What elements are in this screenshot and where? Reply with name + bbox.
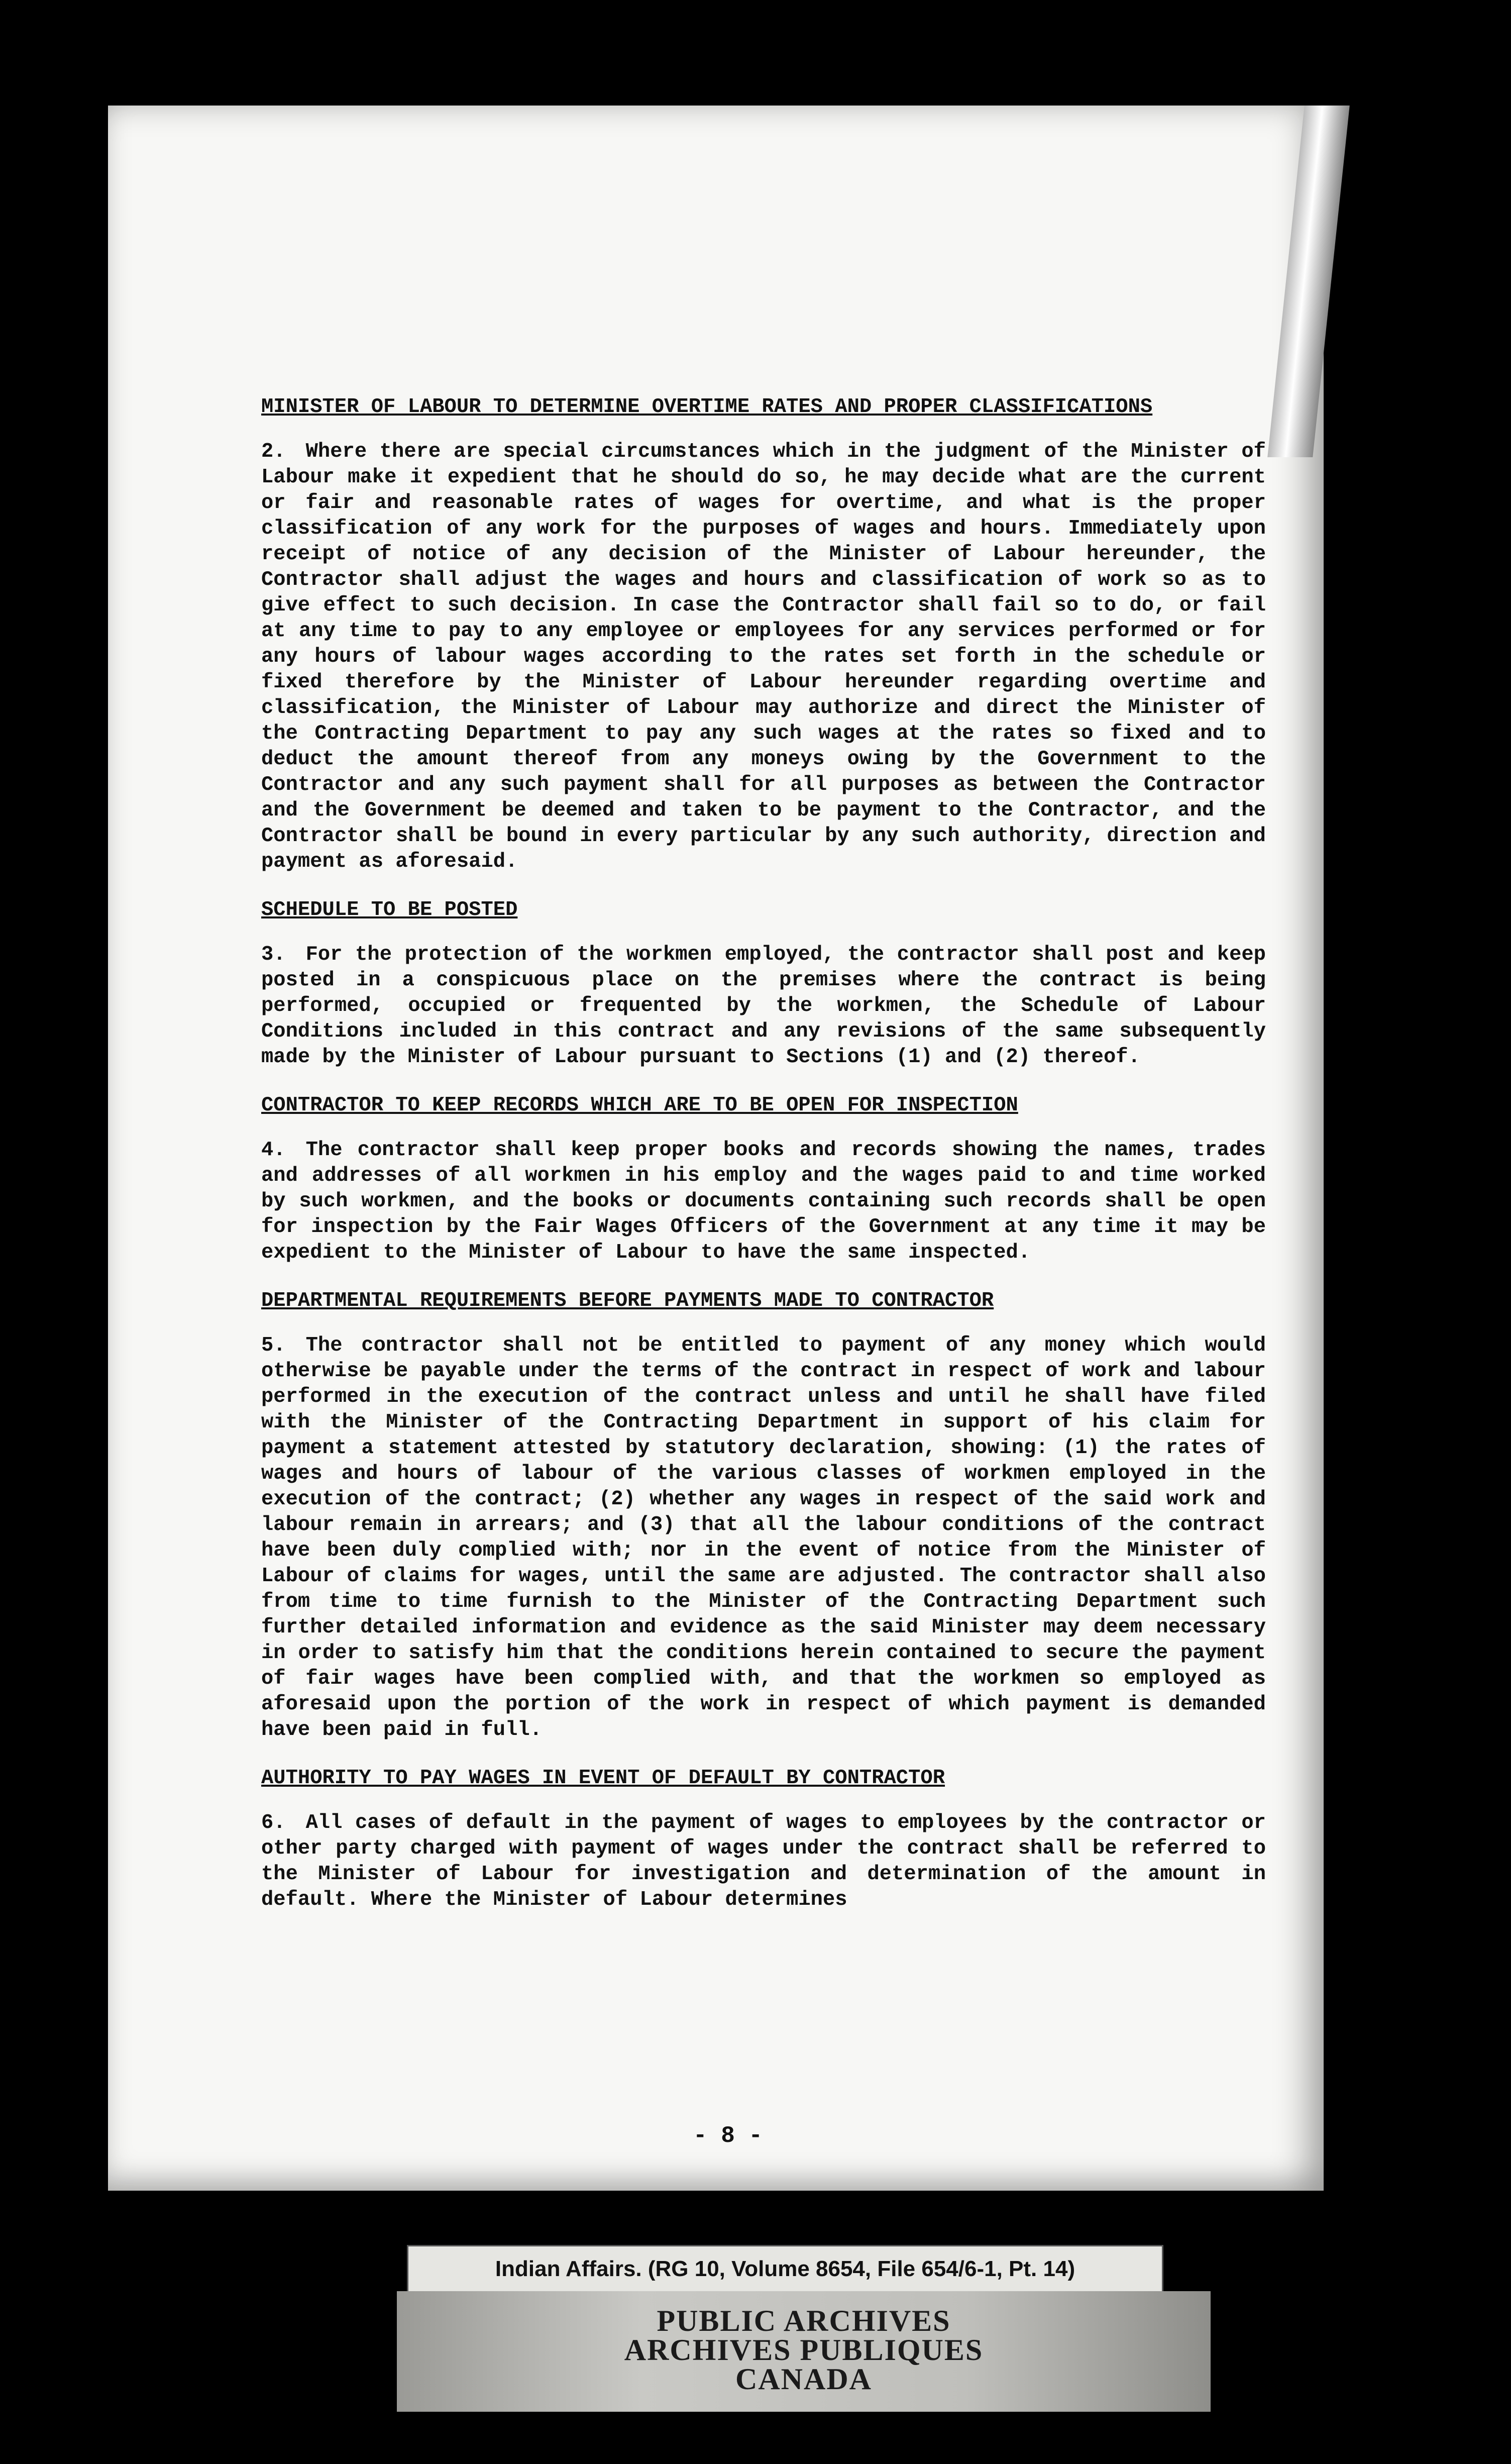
section-6-paragraph	[261, 1810, 1266, 1913]
page-number: - 8 -	[693, 2123, 763, 2149]
section-4-paragraph	[261, 1138, 1266, 1266]
section-6-number: 6.	[261, 1811, 286, 1834]
section-5-paragraph	[261, 1333, 1266, 1743]
section-2-heading: MINISTER OF LABOUR TO DETERMINE OVERTIME RATES AND PROPER CLASSIFICATIONS	[261, 395, 1153, 419]
document-body	[261, 394, 1266, 1935]
section-3-paragraph	[261, 942, 1266, 1070]
section-4-heading: CONTRACTOR TO KEEP RECORDS WHICH ARE TO BE OPEN FOR INSPECTION	[261, 1094, 1018, 1117]
archive-reference: Indian Affairs. (RG 10, Volume 8654, File 654/6-1, Pt. 14)	[407, 2245, 1163, 2293]
section-3-number: 3.	[261, 943, 286, 966]
archive-stamp	[397, 2291, 1211, 2412]
section-4-number: 4.	[261, 1139, 286, 1162]
section-6-text: All cases of default in the payment of wages to employees by the contractor or other party charged with payment of wages under the contract shall be referred to the Minister of Labour for investigation and determination of the amount in default. Where the Minister of Labour determines	[261, 1811, 1266, 1911]
stamp-line-1: PUBLIC ARCHIVES	[657, 2304, 951, 2337]
section-5-number: 5.	[261, 1334, 286, 1357]
section-5-text: The contractor shall not be entitled to payment of any money which would otherwise be payable under the terms of the contract in respect of work and labour performed in the execution of the contract unless and until he shall have filed with the Minister of the Contracting Department in support of his claim for payment a statement attested by statutory declaration, showing: (1) the rates of wages and hours of labour of the various classes of workmen employed in the execution of the contract; (2) whether any wages in respect of the said work and labour remain in arrears; and (3) that all the labour conditions of the contract have been duly complied with; nor in the event of notice from the Minister of Labour of claims for wages, until the same are adjusted. The contractor shall also from time to time furnish to the Minister of the Contracting Department such further detailed information and evidence as the said Minister may deem necessary in order to satisfy him that the conditions herein contained to secure the payment of fair wages have been complied with, and that the workmen so employed as aforesaid upon the portion of the work in respect of which payment is demanded have been paid in full.	[261, 1334, 1266, 1741]
stamp-line-3: CANADA	[735, 2363, 872, 2396]
section-2-number: 2.	[261, 440, 286, 463]
section-2-text: Where there are special circumstances which in the judgment of the Minister of Labour make it expedient that he should do so, he may decide what are the current or fair and reasonable rates of wages for overtime, and what is the proper classification of any work for the purposes of wages and hours. Immediately upon receipt of notice of any decision of the Minister of Labour hereunder, the Contractor shall adjust the wages and hours and classification of work so as to give effect to such decision. In case the Contractor shall fail so to do, or fail at any time to pay to any employee or employees for any services performed or for any hours of labour wages according to the rates set forth in the schedule or fixed therefore by the Minister of Labour hereunder regarding overtime and classification, the Minister of Labour may authorize and direct the Minister of the Contracting Department to pay any such wages at the rates so fixed and to deduct the amount thereof from any moneys owing by the Government to the Contractor and any such payment shall for all purposes as between the Contractor and the Government be deemed and taken to be payment to the Contractor, and the Contractor shall be bound in every particular by any such authority, direction and payment as aforesaid.	[261, 440, 1266, 873]
stamp-line-2: ARCHIVES PUBLIQUES	[624, 2333, 984, 2367]
section-2-paragraph	[261, 439, 1266, 875]
section-4-text: The contractor shall keep proper books and records showing the names, trades and addresses of all workmen in his employ and the wages paid to and time worked by such workmen, and the books or documents containing such records shall be open for inspection by the Fair Wages Officers of the Government at any time it may be expedient to the Minister of Labour to have the same inspected.	[261, 1139, 1266, 1264]
section-3-heading: SCHEDULE TO BE POSTED	[261, 898, 518, 921]
section-3-text: For the protection of the workmen employed, the contractor shall post and keep posted in a conspicuous place on the premises where the contract is being performed, occupied or frequented by the workmen, the Schedule of Labour Conditions included in this contract and any revisions of the same subsequently made by the Minister of Labour pursuant to Sections (1) and (2) thereof.	[261, 943, 1266, 1069]
section-5-heading: DEPARTMENTAL REQUIREMENTS BEFORE PAYMENTS MADE TO CONTRACTOR	[261, 1289, 994, 1312]
section-6-heading: AUTHORITY TO PAY WAGES IN EVENT OF DEFAULT BY CONTRACTOR	[261, 1767, 945, 1790]
archive-stamp-text	[397, 2306, 1211, 2394]
